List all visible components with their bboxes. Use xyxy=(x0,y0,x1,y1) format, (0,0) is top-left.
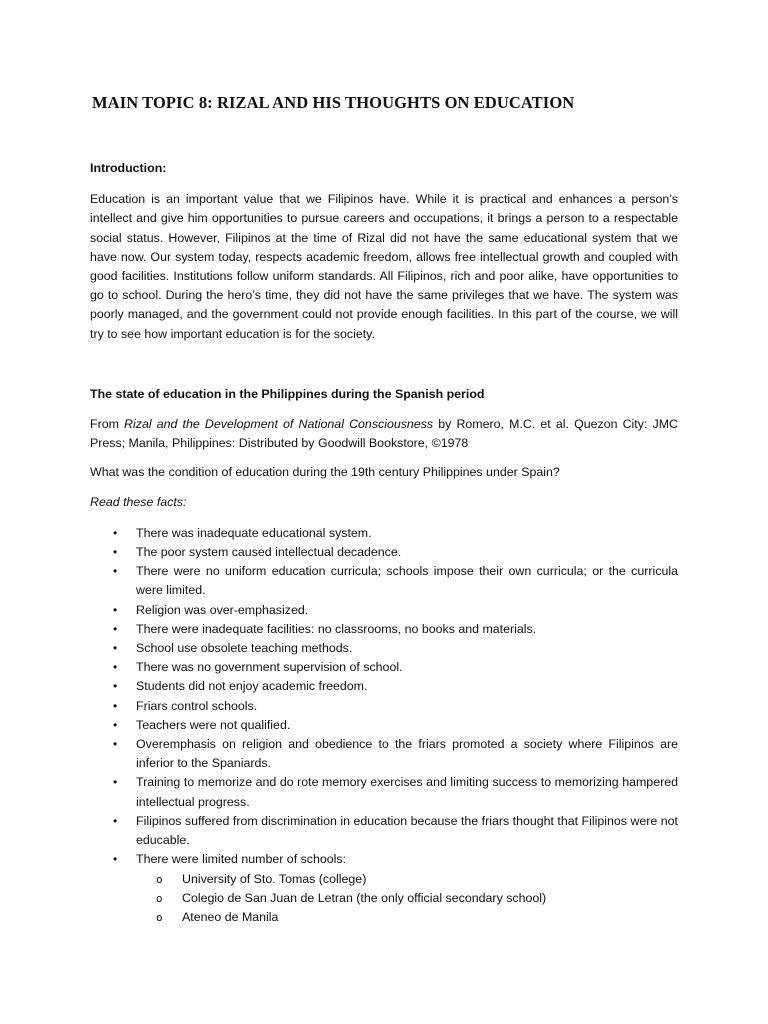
bullet-icon: • xyxy=(113,641,118,656)
bullet-icon: • xyxy=(113,775,118,790)
schools-list xyxy=(90,870,678,928)
list-item xyxy=(90,812,678,850)
source-suffix: by Romero, M.C. et al. Quezon City: JMC Press; Manila, Philippines: Distributed by Goodwill Bookstore, ©1978 xyxy=(90,417,678,451)
fact-text: Teachers were not qualified. xyxy=(136,717,291,732)
source-prefix: From xyxy=(90,417,125,432)
source-book-title: Rizal and the Development of National Consciousness xyxy=(124,417,434,432)
list-item xyxy=(90,870,678,889)
bullet-icon: • xyxy=(113,545,118,560)
list-item xyxy=(90,524,678,543)
bullet-icon: • xyxy=(113,679,118,694)
circle-bullet-icon: o xyxy=(156,891,163,905)
fact-text: Training to memorize and do rote memory exercises and limiting success to memorizing hampered intellectual progress. xyxy=(136,775,678,809)
fact-text: There were limited number of schools: xyxy=(136,852,347,867)
list-item xyxy=(90,716,678,735)
bullet-icon: • xyxy=(113,717,118,732)
list-item xyxy=(90,639,678,658)
fact-text: Religion was over-emphasized. xyxy=(136,602,309,617)
source-citation xyxy=(90,415,678,453)
circle-bullet-icon: o xyxy=(156,910,163,924)
school-name: University of Sto. Tomas (college) xyxy=(182,871,367,886)
facts-list xyxy=(90,524,678,870)
bullet-icon: • xyxy=(113,852,118,867)
school-name: Colegio de San Juan de Letran (the only official secondary school) xyxy=(182,890,547,905)
bullet-icon: • xyxy=(113,602,118,617)
fact-text: There was no government supervision of school. xyxy=(136,660,403,675)
list-item xyxy=(90,889,678,908)
bullet-icon: • xyxy=(113,525,118,540)
list-item xyxy=(90,697,678,716)
fact-text: There were inadequate facilities: no classrooms, no books and materials. xyxy=(136,621,537,636)
list-item xyxy=(90,735,678,773)
list-item xyxy=(90,601,678,620)
school-name: Ateneo de Manila xyxy=(182,909,279,924)
introduction-heading: Introduction: xyxy=(90,161,167,175)
list-item xyxy=(90,620,678,639)
state-of-education-heading: The state of education in the Philippines during the Spanish period xyxy=(90,386,485,401)
fact-text: Filipinos suffered from discrimination in education because the friars thought that Filipinos were not educable. xyxy=(136,813,678,848)
bullet-icon: • xyxy=(113,564,118,579)
circle-bullet-icon: o xyxy=(156,872,163,886)
fact-text: School use obsolete teaching methods. xyxy=(136,641,353,656)
bullet-icon: • xyxy=(113,698,118,713)
fact-text: Friars control schools. xyxy=(136,698,258,713)
list-item xyxy=(90,677,678,696)
fact-text: Students did not enjoy academic freedom. xyxy=(136,679,368,694)
list-item xyxy=(90,658,678,677)
main-title: MAIN TOPIC 8: RIZAL AND HIS THOUGHTS ON EDUCATION xyxy=(92,93,575,112)
list-item xyxy=(90,908,678,927)
list-item xyxy=(90,850,678,869)
facts-label: Read these facts: xyxy=(90,494,187,509)
question-text: What was the condition of education during the 19th century Philippines under Spain? xyxy=(90,465,560,480)
fact-text: The poor system caused intellectual decadence. xyxy=(136,545,402,560)
bullet-icon: • xyxy=(113,737,118,752)
bullet-icon: • xyxy=(113,621,118,636)
list-item xyxy=(90,543,678,562)
fact-text: Overemphasis on religion and obedience to the friars promoted a society where Filipinos are inferior to the Spaniards. xyxy=(136,737,678,771)
list-item xyxy=(90,562,678,600)
bullet-icon: • xyxy=(113,813,118,828)
list-item xyxy=(90,773,678,811)
fact-text: There were no uniform education curricula; schools impose their own curricula; or the curricula were limited. xyxy=(136,564,678,598)
introduction-paragraph: Education is an important value that we Filipinos have. While it is practical and enhances a person’s intellect and give him opportunities to pursue careers and occupations, it brings a person to a respectable social status. However, Filipinos at the time of Rizal did not have the same educational system that we have now. Our system today, respects academic freedom, allows free intellectual growth and coupled with good facilities. Institutions follow uniform standards. All Filipinos, rich and poor alike, have opportunities to go to school. During the hero’s time, they did not have the same privileges that we have. The system was poorly managed, and the government could not provide enough facilities. In this part of the course, we will try to see how important education is for the society. xyxy=(90,192,678,341)
bullet-icon: • xyxy=(113,660,118,675)
fact-text: There was inadequate educational system. xyxy=(136,525,372,540)
